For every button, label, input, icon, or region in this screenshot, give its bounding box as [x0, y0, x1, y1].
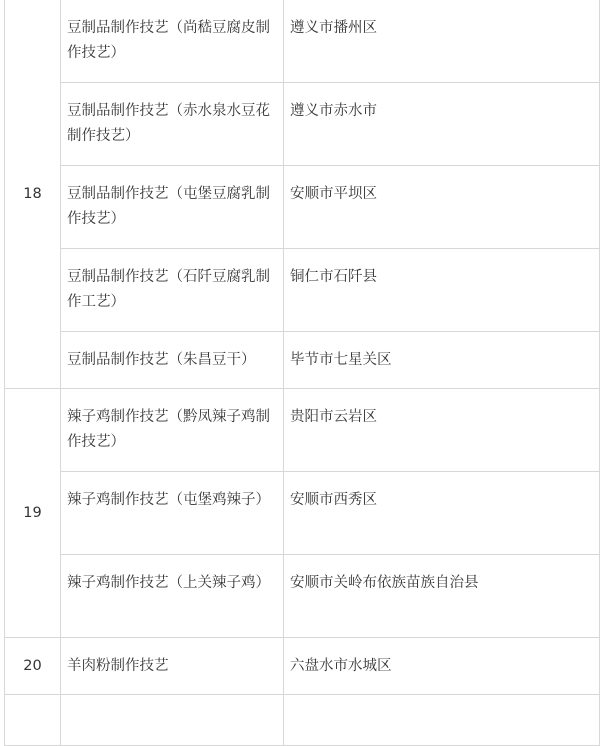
project-name: 辣子鸡制作技艺（黔凤辣子鸡制作技艺）: [67, 409, 270, 450]
location-name: 安顺市关岭布依族苗族自治县: [290, 575, 479, 591]
table-row: [5, 332, 600, 389]
item-number-cell: 20: [5, 638, 61, 695]
location-name: 六盘水市水城区: [290, 658, 392, 674]
project-cell: [61, 332, 284, 389]
project-name: 辣子鸡制作技艺（上关辣子鸡）: [67, 575, 270, 591]
location-cell: [284, 83, 600, 166]
project-cell: [61, 83, 284, 166]
table-row: [5, 472, 600, 555]
location-cell: [284, 472, 600, 555]
table-row: [5, 695, 600, 746]
item-number-cell: 18: [5, 0, 61, 389]
project-cell: [61, 638, 284, 695]
table-row: [5, 0, 600, 83]
location-name: 铜仁市石阡县: [290, 269, 377, 285]
project-name: 羊肉粉制作技艺: [67, 658, 169, 674]
location-cell: [284, 249, 600, 332]
heritage-table: [4, 0, 600, 746]
project-cell: [61, 0, 284, 83]
location-cell: [284, 332, 600, 389]
project-name: 豆制品制作技艺（屯堡豆腐乳制作技艺）: [67, 186, 270, 227]
project-name: 豆制品制作技艺（石阡豆腐乳制作工艺）: [67, 269, 270, 310]
location-cell: [284, 0, 600, 83]
project-cell: [61, 166, 284, 249]
location-cell: [284, 695, 600, 746]
location-cell: [284, 166, 600, 249]
table-row: [5, 638, 600, 695]
location-name: 贵阳市云岩区: [290, 409, 377, 425]
location-name: 安顺市西秀区: [290, 492, 377, 508]
location-cell: [284, 638, 600, 695]
project-cell: [61, 389, 284, 472]
table-row: [5, 389, 600, 472]
project-name: 豆制品制作技艺（尚嵇豆腐皮制作技艺）: [67, 20, 270, 61]
location-cell: [284, 389, 600, 472]
table-row: [5, 166, 600, 249]
table-row: [5, 555, 600, 638]
project-cell: [61, 472, 284, 555]
project-name: 豆制品制作技艺（朱昌豆干）: [67, 352, 256, 368]
project-cell: [61, 695, 284, 746]
location-cell: [284, 555, 600, 638]
location-name: 毕节市七星关区: [290, 352, 392, 368]
project-name: 豆制品制作技艺（赤水泉水豆花制作技艺）: [67, 103, 270, 144]
project-cell: [61, 249, 284, 332]
item-number-cell: [5, 695, 61, 746]
table-row: [5, 83, 600, 166]
location-name: 安顺市平坝区: [290, 186, 377, 202]
table-row: [5, 249, 600, 332]
location-name: 遵义市赤水市: [290, 103, 377, 119]
location-name: 遵义市播州区: [290, 20, 377, 36]
project-cell: [61, 555, 284, 638]
item-number-cell: 19: [5, 389, 61, 638]
project-name: 辣子鸡制作技艺（屯堡鸡辣子）: [67, 492, 270, 508]
